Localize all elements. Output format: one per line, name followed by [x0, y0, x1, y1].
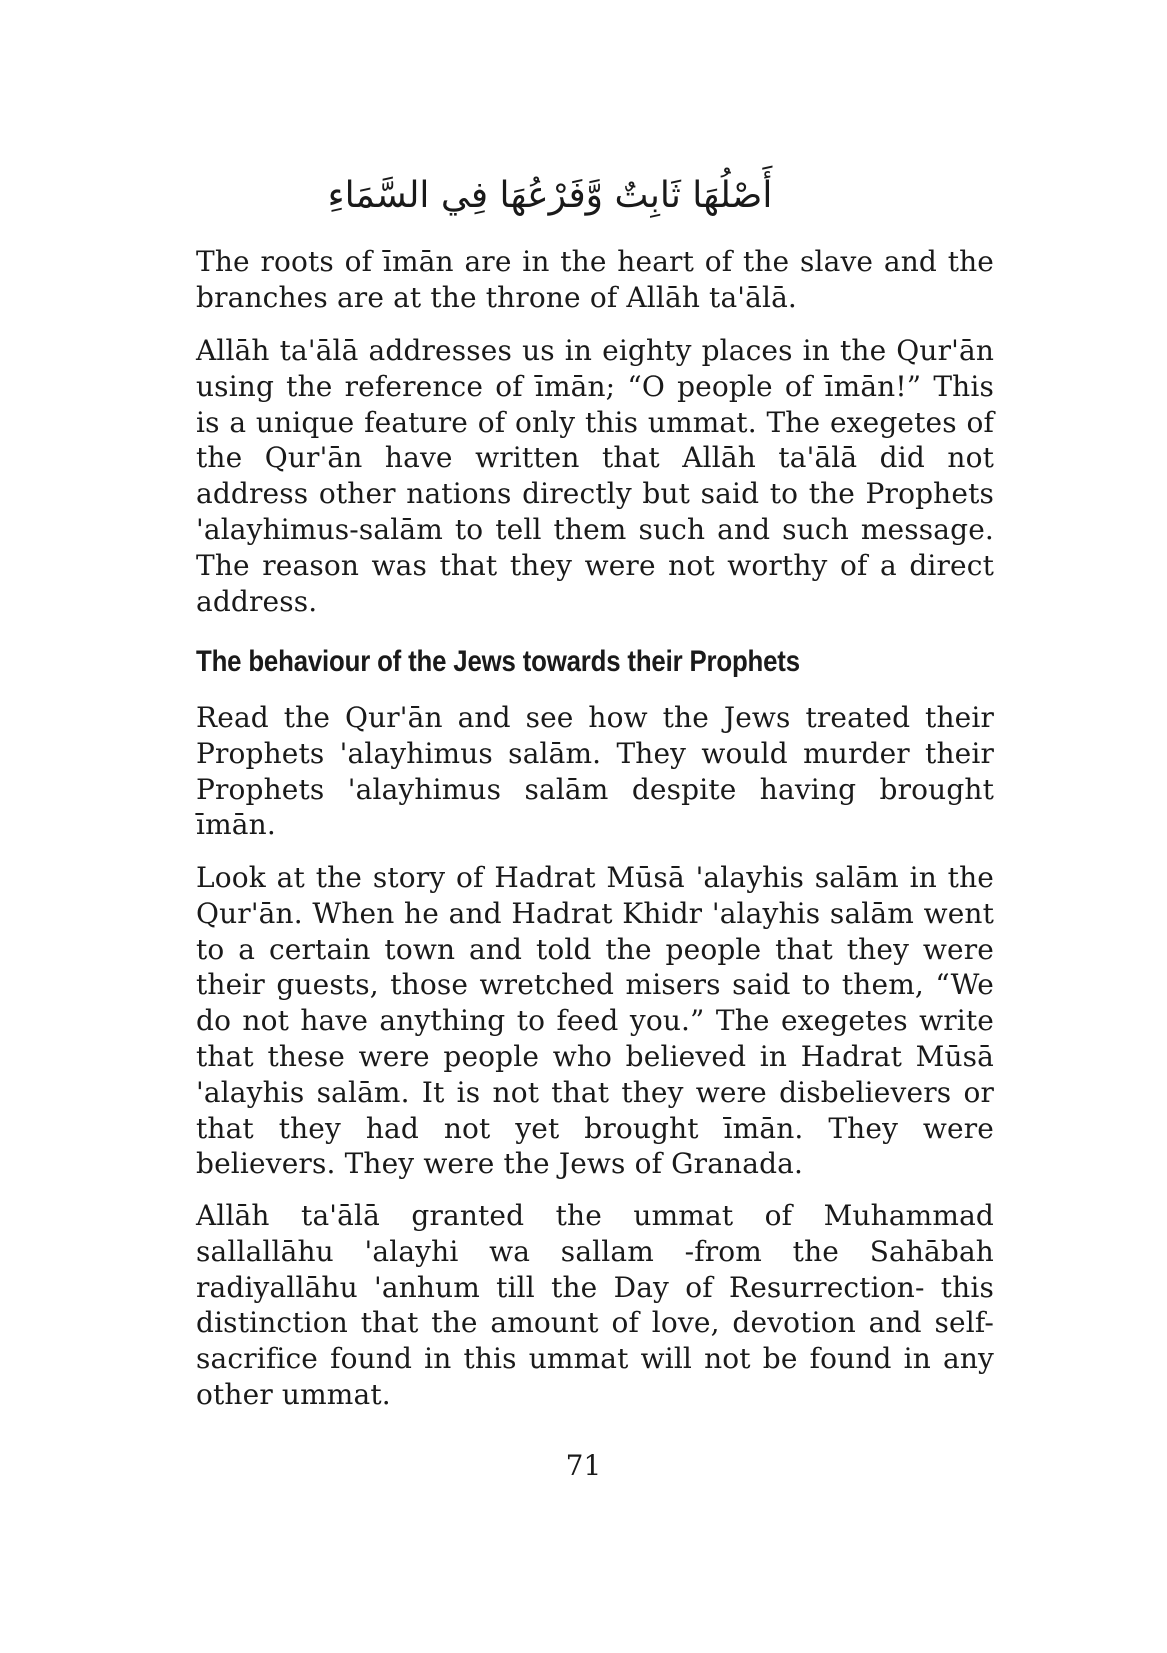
- section-heading: The behaviour of the Jews towards their Prophets: [196, 645, 800, 678]
- paragraph-roots-of-iman: [196, 244, 994, 316]
- paragraph-text: Allāh ta'ālā addresses us in eighty places in the Qur'ān using the reference of īmān; “O people of īmān!” This is a unique feature of only this ummat. The exegetes of the Qur'ān have written that Allāh ta'ālā did not address other nations directly but said to the Prophets 'alayhimus-salām to tell them such and such message. The reason was that they were not worthy of a direct address.: [196, 334, 994, 618]
- paragraph-text: The roots of īmān are in the heart of the slave and the branches are at the throne of Allāh ta'ālā.: [196, 245, 994, 314]
- paragraph-distinction-ummat: [196, 1198, 994, 1413]
- paragraph-read-quran: [196, 700, 994, 843]
- section-heading-block: [196, 642, 994, 682]
- paragraph-text: Look at the story of Hadrat Mūsā 'alayhis salām in the Qur'ān. When he and Hadrat Khidr 'alayhis salām went to a certain town and told the people that they were their guests, those wretched misers said to them, “We do not have anything to feed you.” The exegetes write that these were people who believed in Hadrat Mūsā 'alayhis salām. It is not that they were disbelievers or that they had not yet brought īmān. They were believers. They were the Jews of Granada.: [196, 861, 994, 1181]
- paragraph-text: Read the Qur'ān and see how the Jews treated their Prophets 'alayhimus salām. They would murder their Prophets 'alayhimus salām despite having brought īmān.: [196, 701, 994, 842]
- paragraph-text: Allāh ta'ālā granted the ummat of Muhammad sallallāhu 'alayhi wa sallam -from the Sahābah radiyallāhu 'anhum till the Day of Resurrection- this distinction that the amount of love, devotion and self-sacrifice found in this ummat will not be found in any other ummat.: [196, 1199, 994, 1411]
- page-number: 71: [565, 1449, 602, 1482]
- arabic-verse: أَصْلُهَا ثَابِتٌ وَّفَرْعُهَا فِي السَّمَاءِ: [327, 175, 773, 216]
- paragraph-story-musa: [196, 860, 994, 1182]
- paragraph-eighty-places: [196, 333, 994, 619]
